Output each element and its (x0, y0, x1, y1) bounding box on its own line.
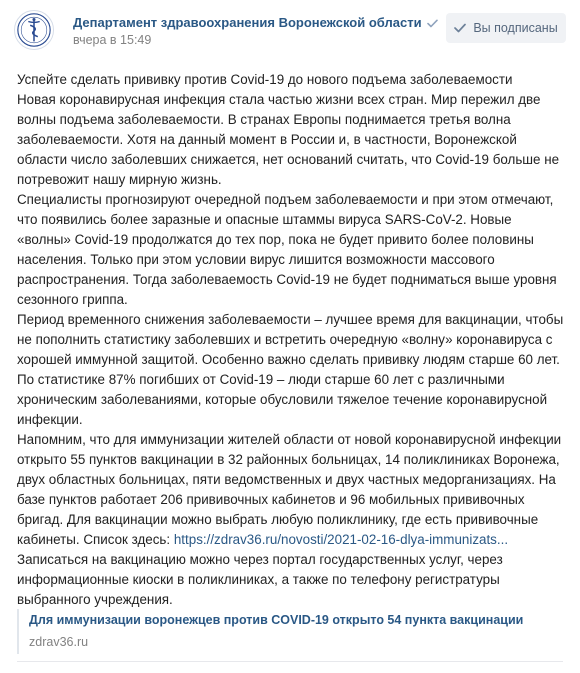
caduceus-logo-icon (15, 11, 53, 49)
subscribed-button[interactable] (446, 13, 566, 43)
post-paragraph: Период временного снижения заболеваемости – лучшее время для вакцинации, чтобы не пополнить статистику заболевших и встретить очередную «волну» коронавируса с хорошей иммунной защитой. Особенно важно сделать прививку людям старше 60 лет. По статистике 87% погибших от Covid-19 – люди старше 60 лет с различными хроническим заболеваниями, которые обусловили тяжелое течение коронавирусной инфекции. (17, 312, 564, 427)
author-name[interactable] (73, 15, 438, 30)
post-paragraph: Специалисты прогнозируют очередной подъем заболеваемости и при этом отмечают, что появились более заразные и опасные штаммы вируса SARS-CoV-2. Новые «волны» Covid-19 продолжатся до тех пор, пока не будет привито более половины населения. Только при этом условии вирус лишится возможности массового распространения. Тогда заболеваемость Covid-19 не будет подниматься выше уровня сезонного гриппа. (17, 192, 557, 307)
post-text (17, 70, 567, 610)
post-link[interactable]: https://zdrav36.ru/novosti/2021-02-16-dlya-immunizats... (173, 532, 509, 547)
post-paragraph-last (17, 430, 567, 610)
avatar[interactable] (14, 10, 54, 50)
verified-check-icon (427, 19, 438, 28)
subscribed-button-label: Вы подписаны (473, 21, 558, 35)
post-divider (17, 661, 563, 662)
check-icon (454, 23, 466, 33)
link-card[interactable] (17, 609, 562, 654)
link-card-bar (17, 609, 19, 654)
post-time[interactable]: вчера в 15:49 (73, 33, 152, 47)
post-header (14, 10, 566, 50)
post-paragraph: Успейте сделать прививку против Covid-19 до нового подъема заболеваемости (17, 72, 513, 87)
author-name-text[interactable]: Департамент здравоохранения Воронежской области (73, 15, 422, 30)
post-paragraph-text: Записаться на вакцинацию можно через портал государственных услуг, через информационные киоски в поликлиниках, а также по телефону регистратуры выбранного учреждения. (17, 552, 503, 607)
post-paragraph: Новая коронавирусная инфекция стала частью жизни всех стран. Мир пережил две волны подъема заболеваемости. В странах Европы поднимается третья волна заболеваемости. Хотя на данный момент в России и, в частности, Воронежской области число заболевших снижается, нет оснований считать, что Covid-19 больше не потревожит нашу мирную жизнь. (17, 92, 560, 187)
link-card-domain: zdrav36.ru (29, 635, 89, 649)
link-card-title[interactable]: Для иммунизации воронежцев против COVID-19 открыто 54 пункта вакцинации (29, 613, 524, 627)
post-paragraph-text: Напомним, что для иммунизации жителей области от новой коронавирусной инфекции открыто 55 пунктов вакцинации в 32 районных больницах, 14 поликлиниках Воронежа, двух областных больницах, пяти ведомственных и двух частных медорганизациях. На базе пунктов работает 206 прививочных кабинетов и 96 мобильных прививочных бригад. Для вакцинации можно выбрать любую поликлинику, где есть прививочные кабинеты. Список здесь: (17, 432, 562, 547)
